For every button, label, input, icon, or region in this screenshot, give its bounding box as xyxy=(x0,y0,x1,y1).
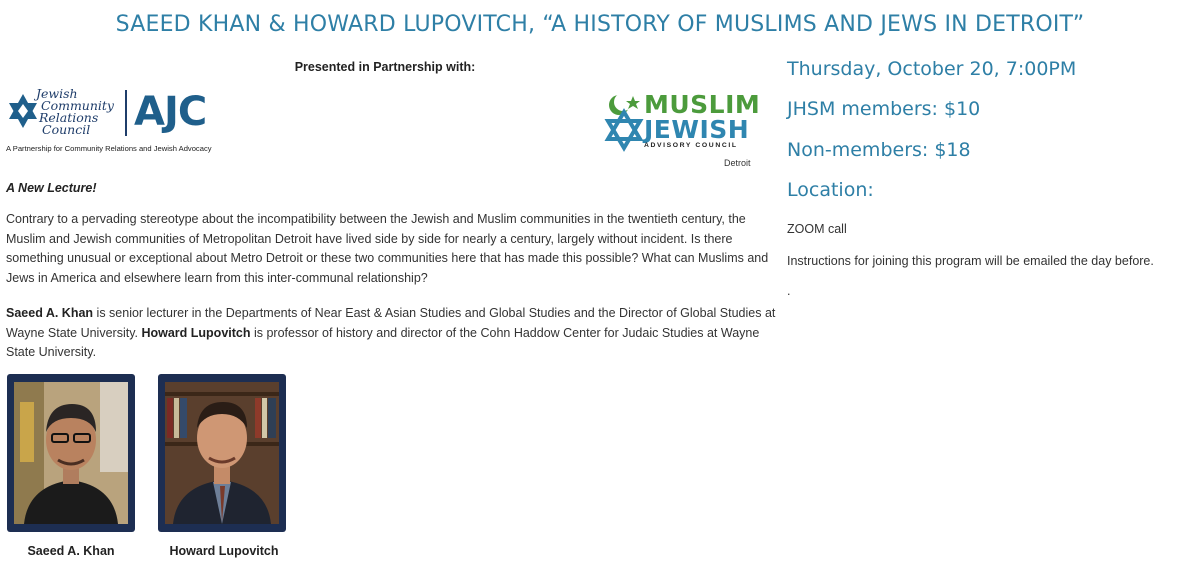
event-datetime: Thursday, October 20, 7:00PM xyxy=(787,58,1077,80)
bio-text-lupovitch: is professor of history and director of the Cohn Haddow Center for Judaic Studies at Wayne State University. xyxy=(6,325,760,359)
jcrc-ajc-logo xyxy=(6,88,266,158)
portrait-image xyxy=(165,382,279,524)
speaker-photo-lupovitch xyxy=(158,374,286,532)
new-lecture-heading: A New Lecture! xyxy=(6,181,97,195)
speaker-caption-lupovitch: Howard Lupovitch xyxy=(169,544,279,558)
speaker-bio xyxy=(6,304,776,363)
star-of-david-icon xyxy=(604,108,644,152)
speaker-name-lupovitch: Howard Lupovitch xyxy=(141,325,251,340)
location-value: ZOOM call xyxy=(787,222,847,236)
jewish-wordmark: JEWISH xyxy=(644,115,750,144)
advisory-council-label: ADVISORY COUNCIL xyxy=(644,142,738,149)
jcrc-wordmark: Jewish Community Relations Council xyxy=(36,86,114,137)
logo-divider xyxy=(125,90,127,136)
speaker-photo-khan xyxy=(7,374,135,532)
city-label: Detroit xyxy=(724,158,751,168)
bio-text-khan: is senior lecturer in the Departments of Near East & Asian Studies and Global Studies and the Director of Global Studies at Wayne State University. xyxy=(6,306,776,340)
joining-instructions: Instructions for joining this program will be emailed the day before. xyxy=(787,254,1154,268)
ajc-wordmark: AJC xyxy=(134,89,207,135)
muslim-jewish-advisory-council-logo xyxy=(604,92,764,172)
logo-tagline: A Partnership for Community Relations and Jewish Advocacy xyxy=(6,144,212,153)
page-title: SAEED KHAN & HOWARD LUPOVITCH, “A HISTORY OF MUSLIMS AND JEWS IN DETROIT” xyxy=(115,12,1085,37)
trailing-text: . xyxy=(787,284,791,298)
lecture-description: Contrary to a pervading stereotype about the incompatibility between the Jewish and Muslim communities in the twentieth century, the Muslim and Jewish communities of Metropolitan Detroit have lived side by side for nearly a century, largely without incident. Is there something unusual or exceptional about Metro Detroit or these two communities here that has made this possible? What can Muslims and Jews in America and elsewhere learn from this inter-communal relationship? xyxy=(6,212,769,285)
portrait-image xyxy=(14,382,128,524)
muslim-wordmark: MUSLIM xyxy=(644,90,761,119)
location-heading: Location: xyxy=(787,179,874,201)
partner-label: Presented in Partnership with: xyxy=(294,60,476,74)
members-price: JHSM members: $10 xyxy=(787,98,981,120)
nonmembers-price: Non-members: $18 xyxy=(787,139,971,161)
speaker-caption-khan: Saeed A. Khan xyxy=(27,544,115,558)
star-of-david-icon xyxy=(6,92,40,130)
speaker-name-khan: Saeed A. Khan xyxy=(6,306,94,320)
